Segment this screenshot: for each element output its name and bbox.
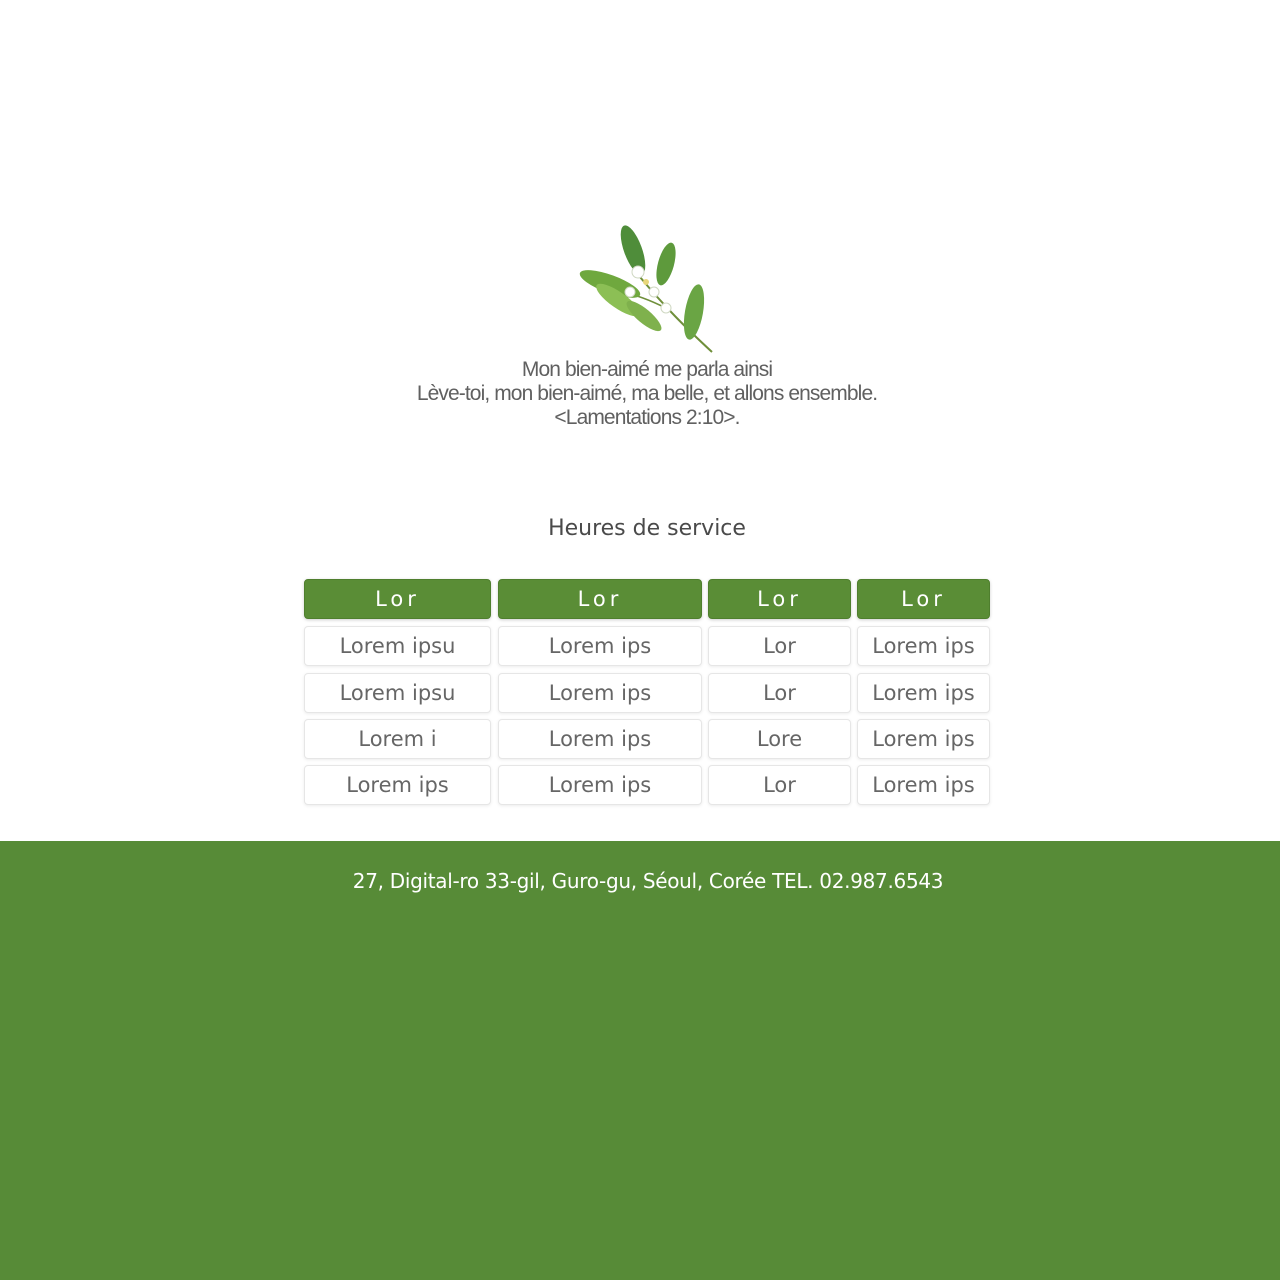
table-header-cell: Lor [857, 579, 990, 619]
table-cell: Lorem ips [857, 719, 990, 759]
verse-quote [0, 358, 1280, 430]
table-cell: Lorem ips [304, 765, 491, 805]
footer [0, 841, 1280, 1280]
table-cell: Lor [708, 765, 851, 805]
table-cell: Lorem ips [498, 765, 702, 805]
leaf-branch-icon [570, 222, 720, 356]
table-cell: Lor [708, 626, 851, 666]
table-header-cell: Lor [498, 579, 702, 619]
table-cell: Lorem ips [857, 673, 990, 713]
verse-line-1: Mon bien-aimé me parla ainsi [521, 358, 773, 381]
table-cell: Lorem ips [498, 719, 702, 759]
footer-address: 27, Digital-ro 33-gil, Guro-gu, Séoul, Corée TEL. 02.987.6543 [352, 869, 944, 893]
table-cell: Lorem i [304, 719, 491, 759]
table-cell: Lore [708, 719, 851, 759]
table-header-cell: Lor [708, 579, 851, 619]
service-hours-title: Heures de service [548, 516, 746, 541]
table-cell: Lorem ips [857, 765, 990, 805]
verse-line-2: Lève-toi, mon bien-aimé, ma belle, et allons ensemble. [416, 382, 878, 405]
table-cell: Lor [708, 673, 851, 713]
table-cell: Lorem ipsu [304, 626, 491, 666]
verse-reference: <Lamentations 2:10>. [554, 406, 740, 429]
table-cell: Lorem ips [498, 673, 702, 713]
table-cell: Lorem ips [498, 626, 702, 666]
table-cell: Lorem ipsu [304, 673, 491, 713]
table-cell: Lorem ips [857, 626, 990, 666]
table-header-cell: Lor [304, 579, 491, 619]
